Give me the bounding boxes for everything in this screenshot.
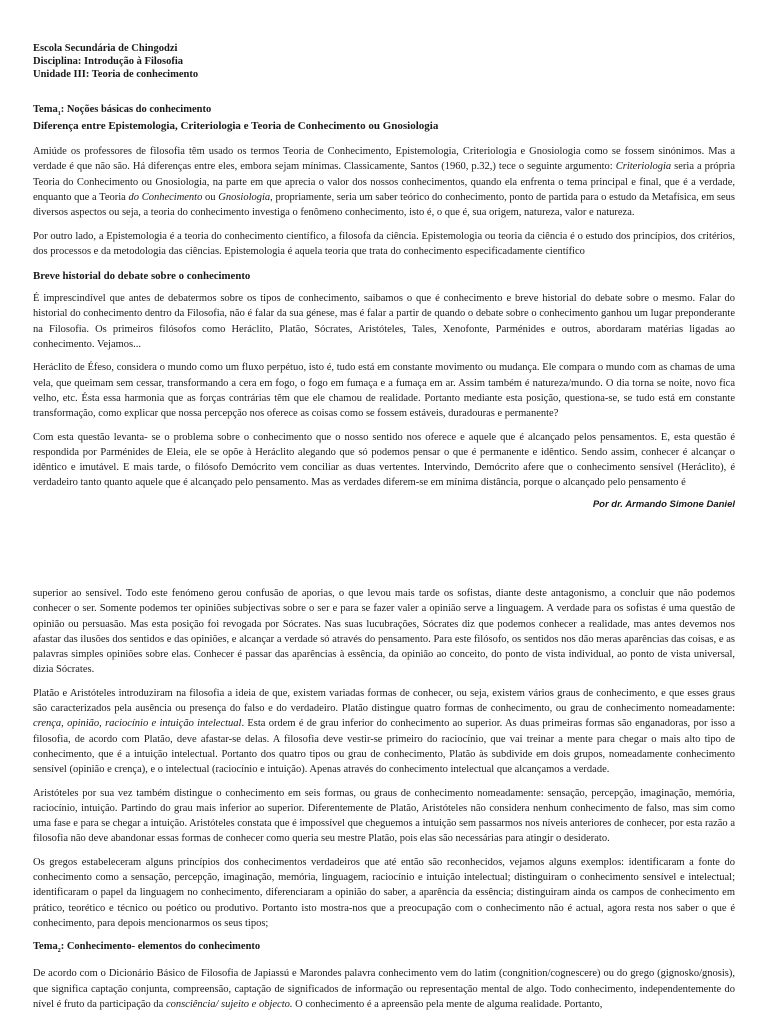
paragraph-6: superior ao sensível. Todo este fenómeno gerou confusão de aporias, o que levou mais tarde os sofistas, diante deste antagonismo, a concluir que não podemos conhecer o ser. Somente podemos ter opiniões subjectivas sobre o ser e para se fazer valer a opinião serve a linguagem. A verdade para os sofistas é uma questão de opinião ou persuasão. Mas esta posição foi revogada por Sócrates. Nas suas lucubrações, Sócrates diz que podemos conhecer a realidade, mas antes devemos nos afastar das ilusões dos sentidos e das opiniões, e alcançar a verdade só através do pensamento. Para este filósofo, os sentidos nos dão meras aparências das coisas, e as palavras simples opiniões sobre elas. Conhecer é passar das aparências à essência, da opinião ao conceito, do ponto de vista individual, ao ponto de vista universal, dizia Sócrates. <box>33 588 735 676</box>
paragraph-3: É imprescindível que antes de debatermos sobre os tipos de conhecimento, saibamos o que é conhecimento e breve historial do debate sobre o mesmo. Falar do historial do conhecimento dentro da Filosofia, não é falar da sua génese, mas é falar a partir de quando o debate sobre o conhecimento ganhou um lugar preponderante na Filosofia. Os primeiros filósofos como Heráclito, Platão, Sócrates, Aristóteles, Tales, Xenofonte, Parménides e outros, abordaram matérias ligadas ao conhecimento. Vejamos... <box>33 293 735 351</box>
discipline-line: Disciplina: Introdução à Filosofia <box>33 56 184 67</box>
paragraph-2: Por outro lado, a Epistemologia é a teoria do conhecimento científico, a filosofa da ciência. Epistemologia ou teoria da ciência é o estudo dos princípios, dos critérios, dos processos e da metodologia das ciências. Epistemologia é aquela teoria que trata do conhecimento especificadamente científico <box>33 230 735 257</box>
paragraph-8: Aristóteles por sua vez também distingue o conhecimento em seis formas, ou graus de conhecimento nomeadamente: sensação, percepção, imaginação, memória, raciocínio, intuição. Partindo do grau mais inferior ao superior. Diferentemente de Platão, Aristóteles não considera nenhum conhecimento de falso, mas sim como uma fase e para se chegar a intuição. Aristóteles constata que é impossível que cheguemos a intuição sem passarmos nos níveis anteriores de conhecer, por esta razão a filosofia não deve abandonar essas formas de conhecer como queria seu mestre Platão, pois elas são necessárias para atingir o desiderato. <box>33 787 735 845</box>
tema-1-label: Tema$_1$: Noções básicas do conhecimento <box>33 104 212 118</box>
school-name: Escola Secundária de Chingodzi <box>33 43 178 54</box>
tema-2-heading: Tema$_2$: Conhecimento- elementos do conhecimento <box>33 941 261 955</box>
paragraph-1: Amiúde os professores de filosofia têm usado os termos Teoria de Conhecimento, Epistemologia, Criteriologia e Gnosiologia como se fossem sinónimos. Mas a verdade é que não são. Há diferenças entre eles, embora sejam mínimas. Classicamente, Santos (1960, p.32,) tece o seguinte argumento: Criteriologia seria a própria Teoria do Conhecimento ou Gnosiologia, na parte em que aprecia o valor dos nossos conhecimentos, quando ela enfrenta o tema principal e final, que é a verdade, enquanto que a Teoria do Conhecimento ou Gnosiologia, propriamente, seria um saber teórico do conhecimento, ponto de partida para o estudo da Metafísica, em seus diversos aspectos ou seja, a teoria do conhecimento investiga o fenômeno conhecimento, isto é, o que é, sua origem, natureza, valor e natureza. <box>33 146 736 219</box>
paragraph-4: Heráclito de Éfeso, considera o mundo como um fluxo perpétuo, isto é, tudo está em constante movimento ou mudança. Ele compara o mundo com as chamas de uma vela, que queimam sem cessar, transformando a cera em fogo, o fogo em fumaça e a fumaça em ar. Assim também é natureza/mundo. O dia torna se noite, novo fica velho, etc. Ésta essa harmonia que as forças contrárias têm que ele chamou de realidade. Portanto mediante esta posição, questiona-se, se tudo está em constante transformação, como explicar que nossa percepção nos oferece as coisas como se fossem estáveis, duradouras e permanente? <box>33 362 735 420</box>
page-top <box>33 42 735 510</box>
section-heading-historial: Breve historial do debate sobre o conhecimento <box>33 270 251 283</box>
unit-line: Unidade III: Teoria de conhecimento <box>33 69 199 80</box>
paragraph-9: Os gregos estabeleceram alguns princípios dos conhecimentos verdadeiros que até então são reconhecidos, vejamos alguns exemplos: identificaram a fonte do conhecimento como a sensação, percepção, imaginação, memória, linguagem, raciocínio e intuição intelectual; distinguiram o conhecimento sensível e intelectual; identificaram o papel da linguagem no conhecimento, diferenciaram a opinião do saber, a aparência da essência; distinguiram ainda os campos de conhecimento em prático, teorético e técnico ou poético ou produtivo. Portanto isto mostra-nos que a preocupação com o conhecimento não é actual, agora resta nos saber o que é conhecimento, para depois mencionarmos os seus tipos; <box>33 856 735 929</box>
paragraph-10: De acordo com o Dicionário Básico de Filosofia de Japiassú e Marondes palavra conhecimento vem do latim (congnition/cognescere) ou do grego (gignosko/gnosis), que significa captação conjunta, compreensão, captação de significados de informação ou representação mental de algo. Todo conhecimento, independentemente do nível é fruto da participação da consciência/ sujeito e objecto. O conhecimento é a apreensão pela mente de alguma realidade. Portanto, <box>33 968 735 1010</box>
paragraph-5: Com esta questão levanta- se o problema sobre o conhecimento que o nosso sentido nos oferece e aquele que é alcançado pelos pensamentos. E, esta questão é respondida por Parménides de Eleia, ele se opõe à Heráclito alegando que só podemos pensar o que é permanente e idêntico. Sendo assim, conhecer é alcançar o idêntico e imutável. E mais tarde, o filósofo Demócrito vem conciliar as duas vertentes. Intervindo, Demócrito afere que o conhecimento sensível (Heráclito), é verdadeiro tanto quanto aquele que é alcançado pelo pensamento. Mas as verdades diferem-se em mínima distância, porque o alcançado pelo pensamento é <box>33 431 735 489</box>
page-bottom <box>33 586 735 1020</box>
author-credit: Por dr. Armando Simone Daniel <box>592 498 735 510</box>
paragraph-7: Platão e Aristóteles introduziram na filosofia a ideia de que, existem variadas formas de conhecer, ou seja, existem vários graus de conhecimento, e que esses graus são caracterizados pela ausência ou presença do falso e do verdadeiro. Platão distingue quatro formas de conhecimento, ou grau de conhecimento nomeadamente: crença, opinião, raciocínio e intuição intelectual. Esta ordem é de grau inferior do conhecimento ao superior. As duas primeiras formas são enganadoras, por isso a filosofia, de acordo com Platão, deve afastar-se delas. A filosofia deve vestir-se primeiro do raciocínio, que vai treinar a mente para chegar o mais alto tipo de conhecimento, que é a intuição intelectual. Portanto dos quatro tipos ou grau de conhecimento, Platão às subdivide em dois grupos, nomeadamente conhecimento sensível (opinião e crença), e o intelectual (raciocínio e intuição). Apenas através do conhecimento intelectual que alcançamos a verdade. <box>33 687 736 776</box>
tema-1-title: Diferença entre Epistemologia, Criteriologia e Teoria de Conhecimento ou Gnosiologia <box>33 120 439 133</box>
